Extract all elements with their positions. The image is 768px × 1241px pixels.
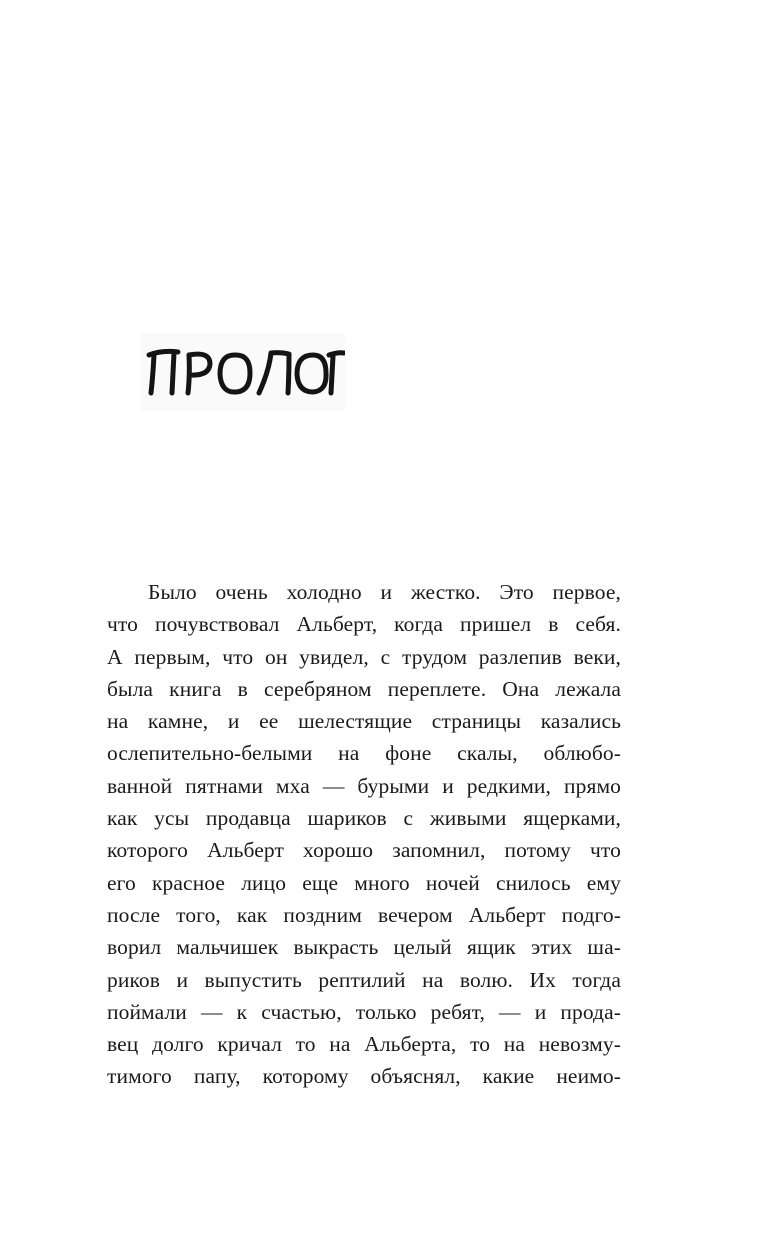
- text-line: А первым, что он увидел, с трудом разлепив веки,: [107, 644, 621, 669]
- text-line: вец долго кричал то на Альберта, то на невозму-: [107, 1032, 621, 1057]
- text-line: поймали — к счастью, только ребят, — и прода-: [107, 999, 621, 1024]
- text-line: как усы продавца шариков с живыми ящерками,: [107, 806, 621, 831]
- text-line: на камне, и ее шелестящие страницы казались: [107, 709, 621, 734]
- text-line: риков и выпустить рептилий на волю. Их тогда: [107, 967, 621, 992]
- chapter-title: [140, 333, 345, 411]
- text-line: что почувствовал Альберт, когда пришел в себя.: [107, 612, 621, 637]
- text-line: Было очень холодно и жестко. Это первое,: [148, 580, 621, 604]
- prologue-text: [107, 576, 621, 1093]
- text-line: ванной пятнами мха — бурыми и редкими, прямо: [107, 773, 621, 798]
- text-line: ослепительно-белыми на фоне скалы, облюбо-: [107, 741, 621, 766]
- text-line: была книга в серебряном переплете. Она лежала: [107, 676, 621, 701]
- text-line: ворил мальчишек выкрасть целый ящик этих ша-: [107, 935, 621, 960]
- text-line: которого Альберт хорошо запомнил, потому что: [107, 838, 621, 863]
- text-line: после того, как поздним вечером Альберт подго-: [107, 902, 621, 927]
- chapter-title-handwritten: [140, 333, 345, 411]
- text-line: его красное лицо еще много ночей снилось ему: [107, 870, 621, 895]
- text-line: тимого папу, которому объяснял, какие неимо-: [107, 1064, 621, 1089]
